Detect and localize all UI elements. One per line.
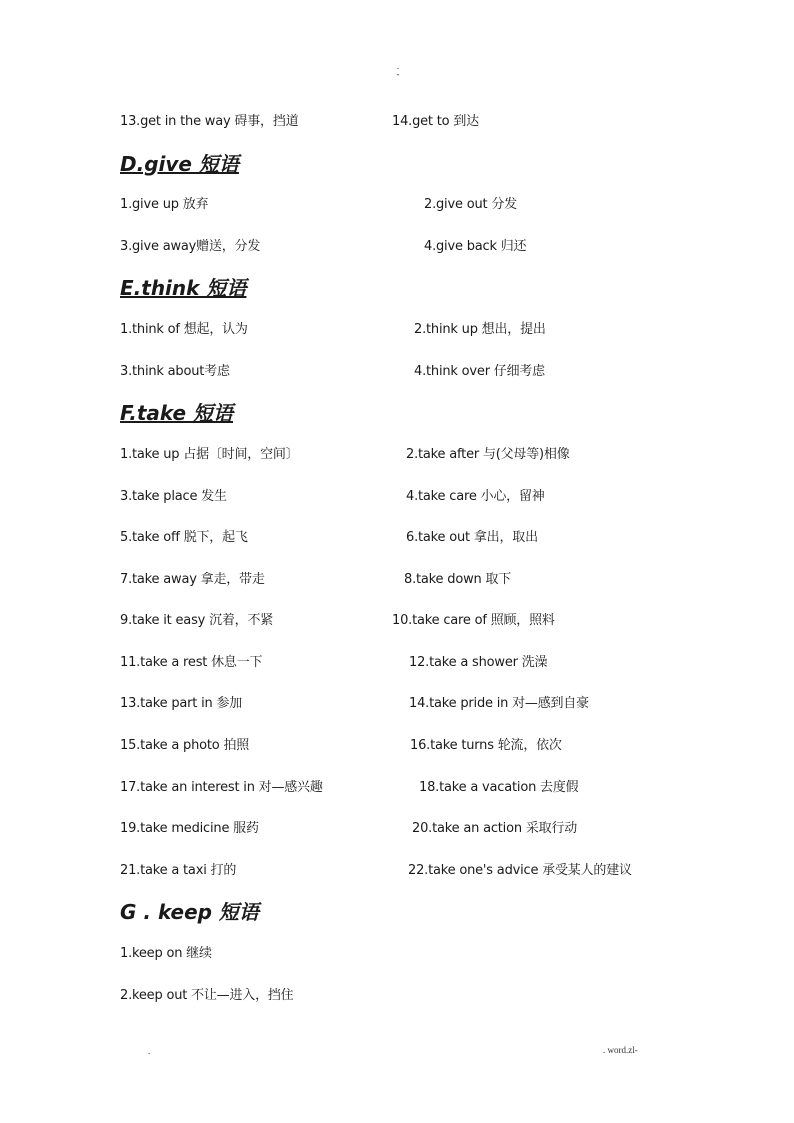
phrase-take-17: 17.take an interest in 对—感兴趣 bbox=[120, 780, 323, 795]
phrase-take-4: 4.take care 小心，留神 bbox=[406, 489, 545, 504]
phrase-take-11: 11.take a rest 休息一下 bbox=[120, 655, 263, 670]
phrase-take-8: 8.take down 取下 bbox=[404, 572, 512, 587]
section-title-take: F.take 短语 bbox=[120, 401, 234, 425]
phrase-think-4: 4.think over 仔细考虑 bbox=[414, 364, 545, 379]
phrase-take-15: 15.take a photo 拍照 bbox=[120, 738, 250, 753]
section-title-give: D.give 短语 bbox=[120, 152, 239, 176]
phrase-think-1: 1.think of 想起，认为 bbox=[120, 322, 248, 337]
phrase-keep-1: 1.keep on 继续 bbox=[120, 946, 212, 961]
phrase-take-13: 13.take part in 参加 bbox=[120, 696, 243, 711]
phrase-take-10: 10.take care of 照顾，照料 bbox=[392, 613, 555, 628]
phrase-get-14: 14.get to 到达 bbox=[392, 114, 479, 129]
phrase-take-3: 3.take place 发生 bbox=[120, 489, 227, 504]
footer-watermark: . word.zl- bbox=[603, 1045, 638, 1055]
header-dash: - bbox=[396, 69, 400, 79]
phrase-give-2: 2.give out 分发 bbox=[424, 197, 517, 212]
phrase-take-6: 6.take out 拿出，取出 bbox=[406, 530, 538, 545]
phrase-take-20: 20.take an action 采取行动 bbox=[412, 821, 578, 836]
phrase-take-16: 16.take turns 轮流，依次 bbox=[410, 738, 562, 753]
section-title-think: E.think 短语 bbox=[120, 276, 247, 300]
phrase-take-1: 1.take up 占据〔时间，空间〕 bbox=[120, 447, 299, 462]
header-dot: . bbox=[396, 61, 400, 71]
phrase-get-13: 13.get in the way 碍事，挡道 bbox=[120, 114, 299, 129]
phrase-take-22: 22.take one's advice 承受某人的建议 bbox=[408, 863, 632, 878]
phrase-keep-2: 2.keep out 不让—进入，挡住 bbox=[120, 988, 294, 1003]
phrase-think-2: 2.think up 想出，提出 bbox=[414, 322, 546, 337]
phrase-take-5: 5.take off 脱下，起飞 bbox=[120, 530, 248, 545]
phrase-take-19: 19.take medicine 服药 bbox=[120, 821, 259, 836]
phrase-take-12: 12.take a shower 洗澡 bbox=[409, 655, 548, 670]
phrase-take-18: 18.take a vacation 去度假 bbox=[419, 780, 579, 795]
phrase-take-21: 21.take a taxi 打的 bbox=[120, 863, 237, 878]
phrase-give-4: 4.give back 归还 bbox=[424, 239, 527, 254]
phrase-think-3: 3.think about考虑 bbox=[120, 364, 230, 379]
phrase-take-2: 2.take after 与(父母等)相像 bbox=[406, 447, 570, 462]
phrase-take-7: 7.take away 拿走，带走 bbox=[120, 572, 265, 587]
header-mark bbox=[392, 62, 404, 78]
phrase-give-1: 1.give up 放弃 bbox=[120, 197, 209, 212]
section-title-keep: G . keep 短语 bbox=[120, 900, 259, 924]
phrase-give-3: 3.give away赠送，分发 bbox=[120, 239, 261, 254]
footer-left-mark: . bbox=[148, 1046, 151, 1056]
phrase-take-14: 14.take pride in 对—感到自豪 bbox=[409, 696, 589, 711]
phrase-take-9: 9.take it easy 沉着，不紧 bbox=[120, 613, 274, 628]
